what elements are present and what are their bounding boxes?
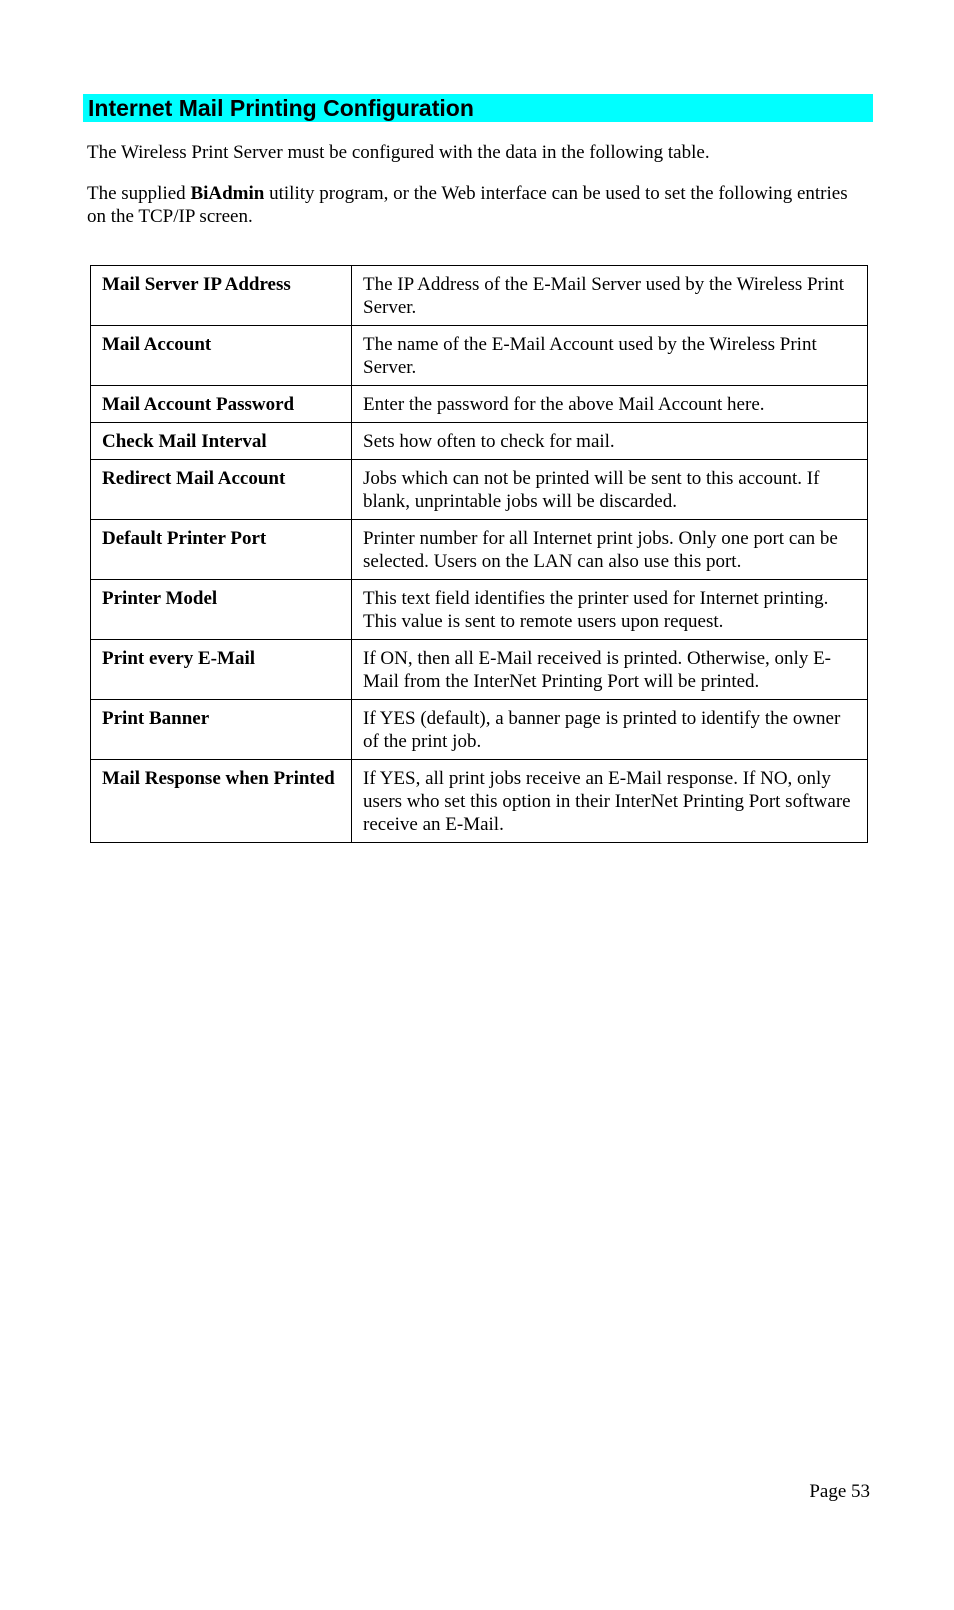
setting-name: Print every E-Mail <box>91 640 352 700</box>
table-row <box>91 460 868 520</box>
table-row <box>91 520 868 580</box>
table-row <box>91 326 868 386</box>
setting-description: Enter the password for the above Mail Account here. <box>352 386 868 423</box>
setting-name: Default Printer Port <box>91 520 352 580</box>
page-number: Page 53 <box>809 1481 870 1502</box>
setting-description: The name of the E-Mail Account used by the Wireless Print Server. <box>352 326 868 386</box>
setting-name: Printer Model <box>91 580 352 640</box>
setting-description: This text field identifies the printer used for Internet printing. This value is sent to remote users upon request. <box>352 580 868 640</box>
program-name: BiAdmin <box>190 183 265 204</box>
intro-paragraph: The Wireless Print Server must be configured with the data in the following table. <box>87 142 710 163</box>
section-heading: Internet Mail Printing Configuration <box>83 94 873 122</box>
usage-prefix: The supplied <box>87 183 191 204</box>
setting-name: Check Mail Interval <box>91 423 352 460</box>
table-row <box>91 640 868 700</box>
setting-name: Redirect Mail Account <box>91 460 352 520</box>
setting-name: Mail Account <box>91 326 352 386</box>
usage-suffix: utility program, or the Web interface can be used to set the following entries on the TCP/IP screen. <box>87 183 848 227</box>
setting-description: If YES, all print jobs receive an E-Mail response. If NO, only users who set this option in their InterNet Printing Port software receive an E-Mail. <box>352 760 868 843</box>
table-row <box>91 423 868 460</box>
setting-description: The IP Address of the E-Mail Server used by the Wireless Print Server. <box>352 266 868 326</box>
setting-name: Mail Server IP Address <box>91 266 352 326</box>
setting-name: Mail Account Password <box>91 386 352 423</box>
setting-description: If YES (default), a banner page is printed to identify the owner of the print job. <box>352 700 868 760</box>
table-row <box>91 700 868 760</box>
setting-description: Printer number for all Internet print jobs. Only one port can be selected. Users on the LAN can also use this port. <box>352 520 868 580</box>
table-row <box>91 266 868 326</box>
table-row <box>91 760 868 843</box>
setting-description: Jobs which can not be printed will be sent to this account. If blank, unprintable jobs will be discarded. <box>352 460 868 520</box>
usage-paragraph <box>87 182 867 228</box>
table-row <box>91 386 868 423</box>
setting-name: Mail Response when Printed <box>91 760 352 843</box>
table-row <box>91 580 868 640</box>
setting-name: Print Banner <box>91 700 352 760</box>
config-table <box>90 265 868 843</box>
setting-description: If ON, then all E-Mail received is printed. Otherwise, only E-Mail from the InterNet Printing Port will be printed. <box>352 640 868 700</box>
setting-description: Sets how often to check for mail. <box>352 423 868 460</box>
